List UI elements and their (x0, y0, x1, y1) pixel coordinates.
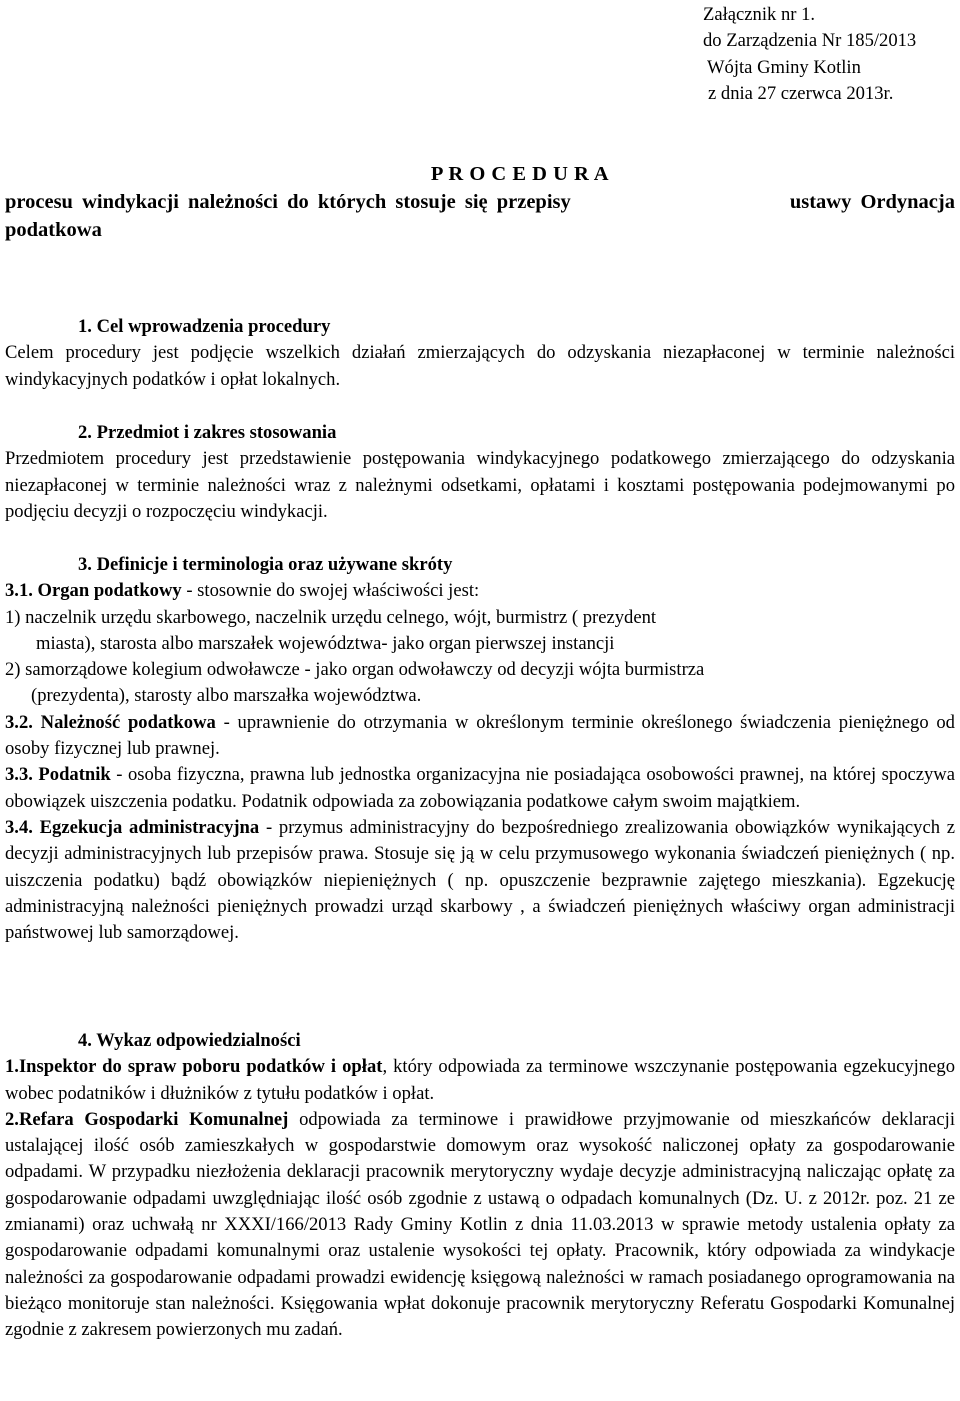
section-1-text: Celem procedury jest podjęcie wszelkich działań zmierzających do odzyskania niezapłaconej w terminie należności windykacyjnych podatków i opłat lokalnych. (5, 342, 955, 390)
definition-3-1-item-2-cont: (prezydenta), starosty albo marszałka województwa. (31, 685, 422, 707)
definition-3-1-text: - stosownie do swojej właściwości jest: (181, 580, 480, 602)
definition-3-1-item-2: 2) samorządowe kolegium odwoławcze - jako organ odwoławczy od decyzji wójta burmistrza (5, 659, 705, 681)
section-1 (5, 314, 955, 393)
definition-3-3-term: Podatnik (38, 764, 111, 786)
responsibility-2-term: 2.Refara Gospodarki Komunalnej (5, 1108, 289, 1130)
section-2-text: Przedmiotem procedury jest przedstawienie postępowania windykacyjnego podatkowego zmierzającego do odzyskania niezapłaconej w terminie należności wraz z należnymi odsetkami, opłatami i kosztami postępowania podejmowanymi po podjęciu decyzji o rozpoczęciu windykacji. (5, 448, 955, 522)
definition-3-3 (5, 762, 955, 815)
definition-3-1-item-1: 1) naczelnik urzędu skarbowego, naczelnik urzędu celnego, wójt, burmistrz ( prezydent (5, 606, 657, 628)
definition-3-4 (5, 815, 955, 946)
definition-3-3-number: 3.3. (5, 764, 33, 786)
document-title (5, 160, 955, 244)
definition-3-2-term: Należność podatkowa (40, 711, 216, 733)
definition-3-1 (5, 578, 955, 604)
section-4 (5, 1028, 955, 1344)
title-line-left: procesu windykacji należności do których stosuje się przepisy (5, 191, 571, 213)
document-header (703, 2, 916, 107)
section-1-heading: 1. Cel wprowadzenia procedury (78, 316, 331, 337)
responsibility-1-text: , który odpowiada za terminowe wszczynanie postępowania egzekucyjnego wobec podatników i dłużników z tytułu podatków i opłat. (5, 1056, 955, 1104)
title-line-1 (5, 188, 955, 216)
definition-3-1-item-1-cont: miasta), starosta albo marszałek województwa- jako organ pierwszej instancji (36, 632, 615, 654)
definition-3-2-text: - uprawnienie do otrzymania w określonym terminie określonego świadczenia pieniężnego od osoby fizycznej lub prawnej. (5, 711, 955, 760)
title-line-2: podatkowa (5, 219, 102, 241)
section-3-heading: 3. Definicje i terminologia oraz używane skróty (78, 554, 453, 575)
responsibility-1 (5, 1054, 955, 1107)
definition-3-1-number: 3.1. (5, 580, 33, 602)
title-line-right: ustawy Ordynacja (789, 191, 955, 213)
definition-3-4-number: 3.4. (5, 816, 33, 838)
definition-3-2 (5, 710, 955, 763)
section-3 (5, 552, 955, 946)
header-line-2: do Zarządzenia Nr 185/2013 (703, 30, 917, 52)
definition-3-4-text: - przymus administracyjny do bezpośredniego zrealizowania obowiązków wynikających z decyzji administracyjnych lub przepisów prawa. Stosuje się ją w celu przymusowego wykonania świadczeń pieniężnych ( np. uiszczenia podatku) bądź obowiązków niepieniężnych ( np. opuszczenie bezprawnie zajętego mieszkania). Egzekucję administracyjną należności pieniężnych prowadzi urząd skarbowy , a świadczeń pieniężnych właściwy organ administracji państwowej lub samorządowej. (5, 816, 956, 944)
responsibility-2-text: odpowiada za terminowe i prawidłowe przyjmowanie od mieszkańców deklaracji ustalającej ilość osób zamieszkałych w gospodarstwie domowym oraz wysokość naliczonej opłaty za gospodarowanie odpadami. W przypadku niezłożenia deklaracji pracownik merytoryczny wydaje decyzje administracyjną naliczając opłatę za gospodarowanie odpadami uwzględniając ilość osób zgodnie z ustawą o odpadach komunalnych (Dz. U. z 2012r. poz. 21 ze zmianami) oraz uchwałą nr XXXI/166/2013 Rady Gminy Kotlin z dnia 11.03.2013 w sprawie metody ustalenia opłaty za gospodarowanie odpadami komunalnymi oraz ustalenie wysokości tej opłaty. Pracownik, który odpowiada za windykacje należności za gospodarowanie odpadami prowadzi ewidencję księgową należności w ramach posiadanego oprogramowania na bieżąco monitoruje stan należności. Księgowania wpłat dokonuje pracownik merytoryczny Referatu Gospodarki Komunalnej zgodnie z zakresem powierzonych mu zadań. (5, 1108, 956, 1341)
responsibility-2 (5, 1107, 955, 1344)
definition-3-3-text: - osoba fizyczna, prawna lub jednostka organizacyjna nie posiadająca osobowości prawnej, na której spoczywa obowiązek uiszczenia podatku. Podatnik odpowiada za zobowiązania podatkowe całym swoim majątkiem. (5, 764, 955, 812)
section-4-heading: 4. Wykaz odpowiedzialności (78, 1030, 301, 1051)
section-2-heading: 2. Przedmiot i zakres stosowania (78, 422, 337, 443)
section-2 (5, 420, 955, 525)
header-line-4: z dnia 27 czerwca 2013r. (708, 82, 894, 104)
header-line-1: Załącznik nr 1. (703, 4, 816, 25)
title-procedura: P R O C E D U R A (430, 163, 610, 185)
definition-3-4-term: Egzekucja administracyjna (39, 816, 260, 838)
header-line-3: Wójta Gminy Kotlin (707, 56, 861, 78)
responsibility-1-term: 1.Inspektor do spraw poboru podatków i opłat (5, 1056, 383, 1078)
definition-3-1-term: Organ podatkowy (37, 580, 182, 602)
definition-3-2-number: 3.2. (5, 711, 33, 733)
